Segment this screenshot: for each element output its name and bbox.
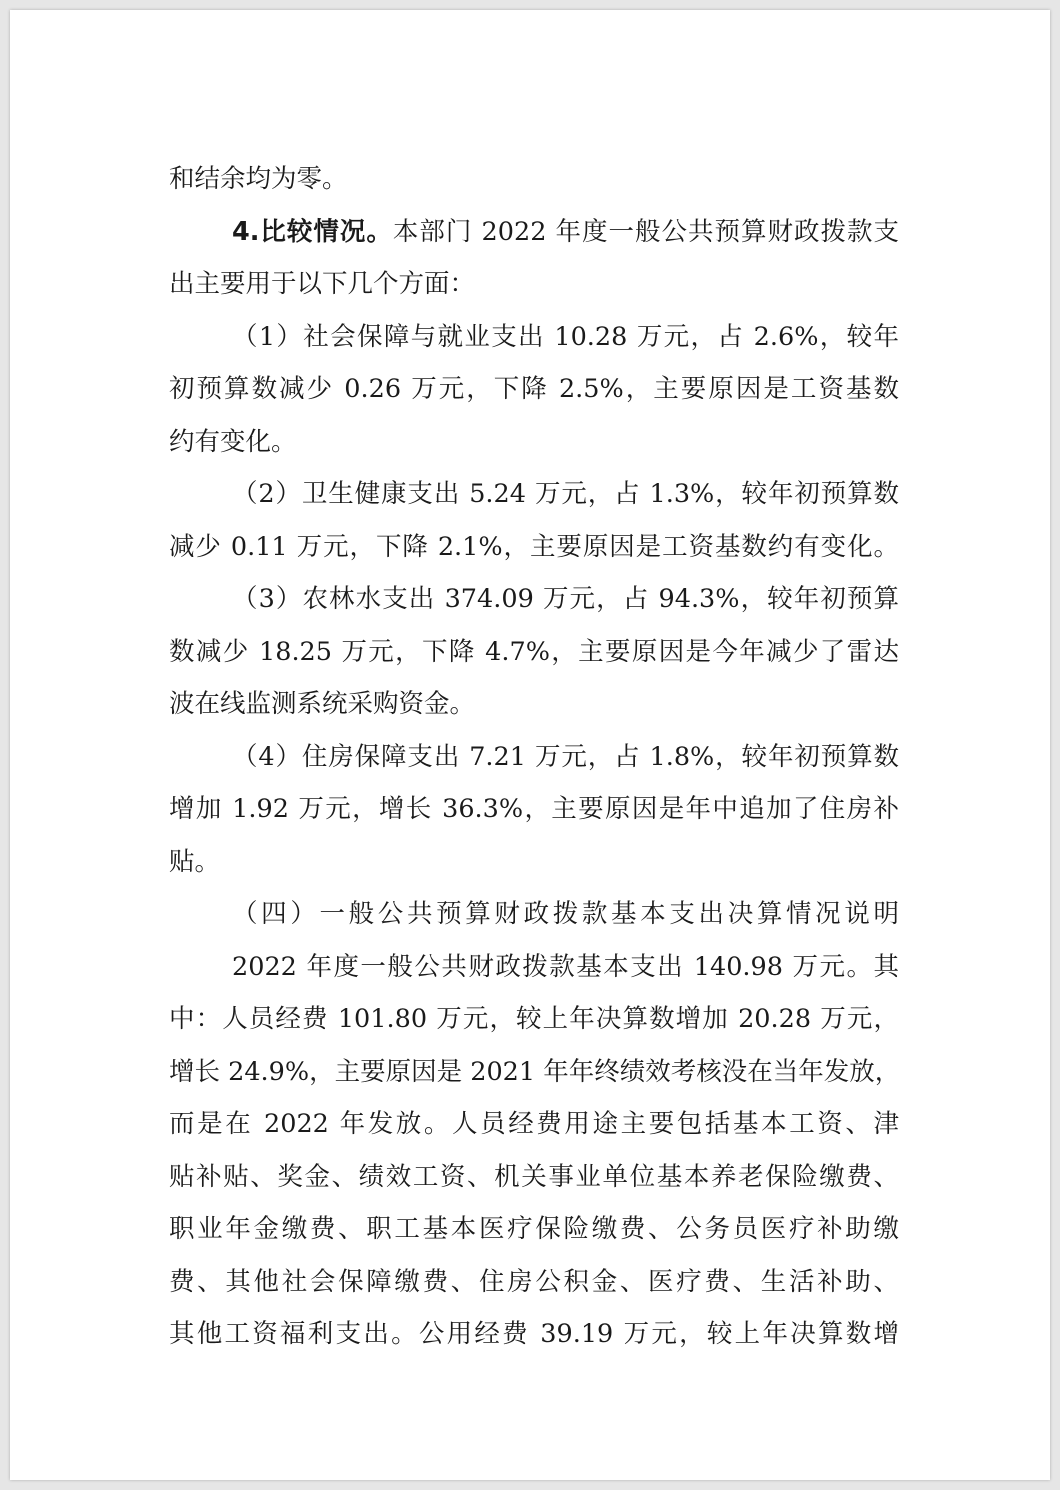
text-line: 波在线监测系统采购资金。 xyxy=(169,689,476,719)
text-line: 增加 1.92 万元，增长 36.3%，主要原因是年中追加了住房补 xyxy=(169,794,899,824)
text-line: 增长 24.9%，主要原因是 2021 年年终绩效考核没在当年发放， xyxy=(169,1057,901,1087)
text-line: 和结余均为零。 xyxy=(169,164,348,194)
text-line: 职业年金缴费、职工基本医疗保险缴费、公务员医疗补助缴 xyxy=(169,1214,899,1244)
document-page xyxy=(10,10,1050,1480)
text-line: 2022 年度一般公共财政拨款基本支出 140.98 万元。其 xyxy=(232,952,899,982)
text-line: （3）农林水支出 374.09 万元，占 94.3%，较年初预算 xyxy=(232,584,899,614)
text-line: 费、其他社会保障缴费、住房公积金、医疗费、生活补助、 xyxy=(169,1267,899,1297)
text-line xyxy=(232,215,899,249)
text-line: 贴。 xyxy=(169,847,221,877)
text-line: 而是在 2022 年发放。人员经费用途主要包括基本工资、津 xyxy=(169,1109,899,1139)
text-line: （1）社会保障与就业支出 10.28 万元，占 2.6%，较年 xyxy=(232,322,899,352)
text-line: （4）住房保障支出 7.21 万元，占 1.8%，较年初预算数 xyxy=(232,742,899,772)
text-line: 初预算数减少 0.26 万元，下降 2.5%，主要原因是工资基数 xyxy=(169,374,899,404)
text-span: 本部门 2022 年度一般公共预算财政拨款支 xyxy=(392,217,899,247)
text-line: 中：人员经费 101.80 万元，较上年决算数增加 20.28 万元， xyxy=(169,1004,899,1034)
text-line: 数减少 18.25 万元，下降 4.7%，主要原因是今年减少了雷达 xyxy=(169,637,899,667)
text-line: 减少 0.11 万元，下降 2.1%，主要原因是工资基数约有变化。 xyxy=(169,532,899,562)
text-line: 出主要用于以下几个方面： xyxy=(169,269,476,299)
section-title: （四）一般公共预算财政拨款基本支出决算情况说明 xyxy=(232,899,899,929)
text-line: 约有变化。 xyxy=(169,427,297,457)
text-line: 其他工资福利支出。公用经费 39.19 万元，较上年决算数增 xyxy=(169,1319,899,1349)
text-line: （2）卫生健康支出 5.24 万元，占 1.3%，较年初预算数 xyxy=(232,479,899,509)
text-line: 贴补贴、奖金、绩效工资、机关事业单位基本养老保险缴费、 xyxy=(169,1162,899,1192)
section-heading: 4.比较情况。 xyxy=(232,217,393,247)
